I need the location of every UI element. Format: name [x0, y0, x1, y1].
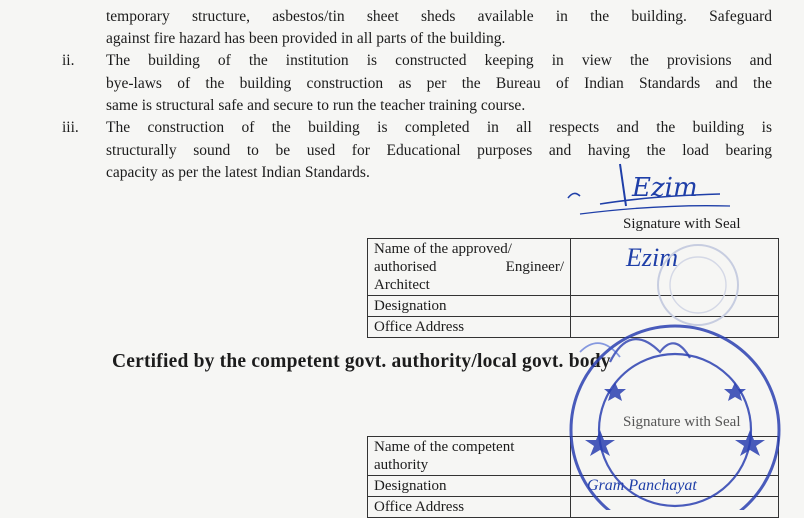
signature-1-text: Ezim	[632, 173, 698, 203]
engineer-name-label-line-3: Architect	[374, 277, 430, 293]
engineer-office-label: Office Address	[368, 317, 571, 338]
engineer-name-value: Ezim	[626, 243, 678, 272]
para-iii-number: iii.	[62, 119, 79, 136]
signature-1-label: Signature with Seal	[623, 216, 741, 232]
engineer-office-value	[571, 317, 779, 338]
para-ii-number: ii.	[62, 52, 75, 69]
para-iii-line-3: capacity as per the latest Indian Standards.	[106, 164, 370, 181]
authority-name-label-line-1: Name of the competent	[374, 439, 515, 455]
authority-name-value	[571, 437, 779, 476]
engineer-name-label-line-2: authorised Engineer/	[374, 259, 564, 275]
authority-office-value	[571, 497, 779, 518]
para-iii-line-1: The construction of the building is completed in all respects and the building is	[106, 119, 772, 136]
authority-office-label: Office Address	[368, 497, 571, 518]
para-iii-line-2: structurally sound to be used for Educational purposes and having the load bearing	[106, 142, 772, 159]
engineer-designation-value	[571, 296, 779, 317]
para-ii-line-3: same is structural safe and secure to run the teacher training course.	[106, 97, 526, 114]
para-ii-line-2: bye-laws of the building construction as per the Bureau of Indian Standards and the	[106, 75, 772, 92]
signature-2-label: Signature with Seal	[623, 414, 741, 430]
authority-name-label-line-2: authority	[374, 457, 429, 473]
handwritten-signature-1	[560, 160, 740, 220]
para-i-line-2: against fire hazard has been provided in all parts of the building.	[106, 30, 506, 47]
para-i-line-1: temporary structure, asbestos/tin sheet sheds available in the building. Safeguard	[106, 8, 772, 25]
authority-designation-value: Gram Panchayat	[587, 477, 697, 494]
para-ii-line-1: The building of the institution is constructed keeping in view the provisions and	[106, 52, 772, 69]
authority-designation-value-cell	[571, 476, 779, 497]
engineer-designation-label: Designation	[368, 296, 571, 317]
authority-name-label-cell	[368, 437, 571, 476]
certified-heading: Certified by the competent govt. authority/local govt. body	[112, 351, 611, 372]
engineer-name-label-cell	[368, 239, 571, 296]
engineer-name-value-cell	[571, 239, 779, 296]
authority-designation-label: Designation	[368, 476, 571, 497]
authority-table	[367, 436, 779, 518]
engineer-table	[367, 238, 779, 338]
engineer-name-label-line-1: Name of the approved/	[374, 241, 512, 257]
